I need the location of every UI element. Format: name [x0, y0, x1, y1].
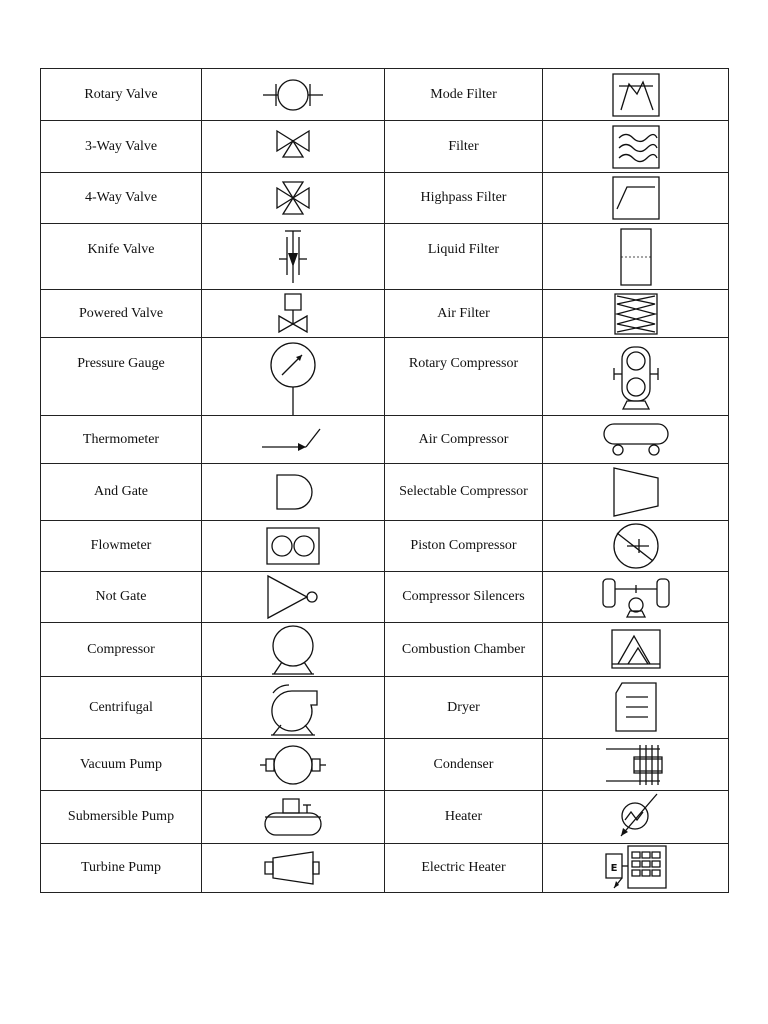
dryer-icon — [612, 681, 660, 735]
electric-heater-letter: E — [610, 863, 617, 874]
powered-valve-icon — [275, 292, 311, 336]
table-row — [41, 290, 729, 338]
symbol-label: Not Gate — [41, 572, 202, 623]
pressure-gauge-icon — [268, 339, 318, 415]
symbol-label: Pressure Gauge — [41, 338, 202, 416]
symbol-label: Air Compressor — [385, 416, 543, 464]
table-row — [41, 338, 729, 416]
symbol-label: Combustion Chamber — [385, 623, 543, 677]
symbol-label: And Gate — [41, 464, 202, 521]
table-row — [41, 739, 729, 791]
thermometer-icon — [260, 425, 326, 455]
table-row — [41, 623, 729, 677]
table-row — [41, 464, 729, 521]
table-row — [41, 69, 729, 121]
selectable-compressor-icon — [610, 466, 662, 518]
mode-filter-icon — [611, 72, 661, 118]
table-row — [41, 121, 729, 173]
air-compressor-icon — [600, 420, 672, 460]
turbine-pump-icon — [263, 850, 323, 886]
compressor-silencers-icon — [601, 575, 671, 619]
combustion-chamber-icon — [610, 628, 662, 672]
table-row — [41, 224, 729, 290]
symbol-label: Filter — [385, 121, 543, 173]
symbol-table — [40, 68, 729, 893]
symbol-label: Piston Compressor — [385, 521, 543, 572]
symbol-label: Condenser — [385, 739, 543, 791]
symbol-label: Knife Valve — [41, 224, 202, 290]
knife-valve-icon — [273, 229, 313, 285]
table-row — [41, 521, 729, 572]
rotary-compressor-icon — [611, 343, 661, 411]
symbol-label: Selectable Compressor — [385, 464, 543, 521]
rotary-valve-icon — [258, 75, 328, 115]
table-row — [41, 572, 729, 623]
four-way-valve-icon — [273, 178, 313, 218]
condenser-icon — [604, 743, 668, 787]
symbol-label: 4-Way Valve — [41, 173, 202, 224]
table-row — [41, 173, 729, 224]
highpass-filter-icon — [611, 175, 661, 221]
symbol-label: Rotary Compressor — [385, 338, 543, 416]
symbol-label: Submersible Pump — [41, 791, 202, 844]
air-filter-icon — [613, 292, 659, 336]
submersible-pump-icon — [261, 795, 325, 839]
filter-icon — [611, 124, 661, 170]
table-row — [41, 791, 729, 844]
symbol-label: Compressor — [41, 623, 202, 677]
table-row — [41, 677, 729, 739]
heater-icon — [609, 792, 663, 842]
electric-heater-icon — [604, 844, 668, 892]
vacuum-pump-icon — [258, 743, 328, 787]
symbol-label: Compressor Silencers — [385, 572, 543, 623]
symbol-label: Dryer — [385, 677, 543, 739]
flowmeter-icon — [265, 526, 321, 566]
compressor-icon — [268, 624, 318, 676]
three-way-valve-icon — [273, 127, 313, 167]
symbol-label: Mode Filter — [385, 69, 543, 121]
symbol-label: Powered Valve — [41, 290, 202, 338]
symbol-label: 3-Way Valve — [41, 121, 202, 173]
symbol-label: Centrifugal — [41, 677, 202, 739]
symbol-label: Flowmeter — [41, 521, 202, 572]
not-gate-icon — [265, 573, 321, 621]
liquid-filter-icon — [619, 227, 653, 287]
symbol-label: Rotary Valve — [41, 69, 202, 121]
symbol-label: Heater — [385, 791, 543, 844]
symbol-label: Turbine Pump — [41, 844, 202, 893]
symbol-label: Air Filter — [385, 290, 543, 338]
table-row — [41, 416, 729, 464]
symbol-label: Liquid Filter — [385, 224, 543, 290]
piston-compressor-icon — [611, 521, 661, 571]
symbol-label: Thermometer — [41, 416, 202, 464]
symbol-label: Highpass Filter — [385, 173, 543, 224]
symbol-label: Electric Heater — [385, 844, 543, 893]
and-gate-icon — [273, 472, 313, 512]
table-row — [41, 844, 729, 893]
symbol-label: Vacuum Pump — [41, 739, 202, 791]
centrifugal-icon — [265, 679, 321, 737]
